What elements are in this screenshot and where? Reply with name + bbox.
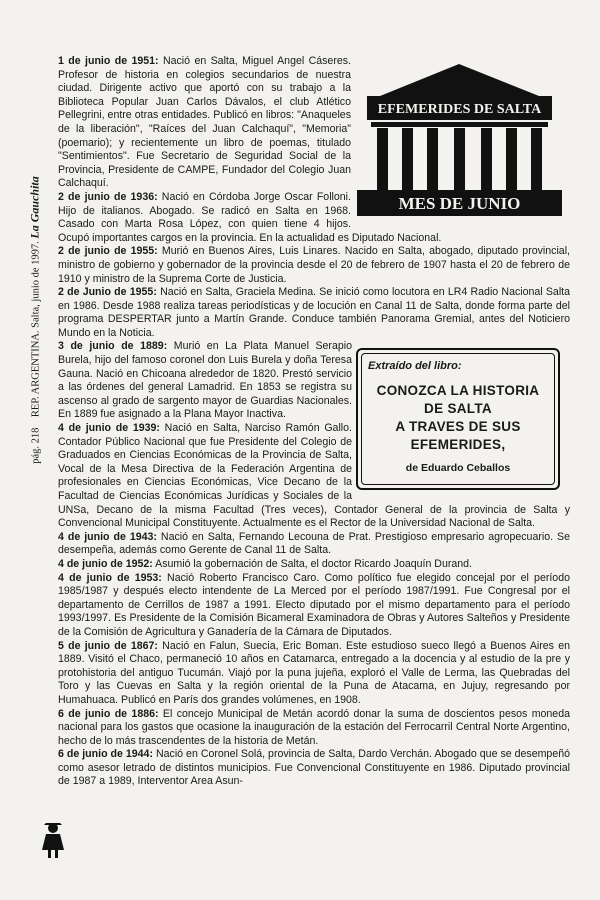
page-number: pág. 218 bbox=[30, 427, 42, 464]
entry-3: 2 de junio de 1955: Murió en Buenos Aires, Luis Linares. Nacido en Salta, abogado, diputado provincial, ministro de gobierno y gobernador de la provincia desde el 20 de febrero de 1907 hasta el 20 de febrero de 1910 y ministro de la Suprema Corte de Justicia. bbox=[58, 245, 570, 285]
gauchita-mascot-icon bbox=[40, 820, 66, 860]
logo-title: EFEMERIDES DE SALTA bbox=[377, 102, 542, 117]
entry-9: 4 de junio de 1953: Nació Roberto Francisco Caro. Como político fue elegido concejal por el período 1985/1987 y después electo intendente de La Merced por el período 1987/1991. Fue Congresal por el departamento de Cerrillos de 1987 a 1991. Electo diputado por el mismo departamento para el período 1993/1997. Es Presidente de la Comisión Bicameral Examinadora de Obras y Autores Salteños y Presidente de la Comisión de Agricultura y Ganadería de la Cámara de Diputados. bbox=[58, 571, 570, 638]
book-intro: Extraído del libro: bbox=[368, 360, 462, 373]
entry-4: 2 de Junio de 1955: Nació en Salta, Graciela Medina. Se inició como locutora en LR4 Radio Nacional Salta en 1986. Desde 1988 realiza tareas periodísticas y de locución en Canal 11 de Salta, donde forma parte del programa DESPERTAR junto a Martín Grande. Conduce también Panorama Gremial, antes del Noticiero Mundo en la Noticia. bbox=[58, 286, 571, 339]
logo-subtitle: MES DE JUNIO bbox=[398, 194, 521, 213]
entry-2: 2 de junio de 1936: Nació en Córdoba Jorge Oscar Folloni. Hijo de italianos. Abogado. Se radicó en Salta en 1968. Casado con Marta Rosa López, con quien tiene 4 hijos. Ocupó importantes cargos en la provincia. En la actualidad es Diputado Nacional. bbox=[58, 190, 442, 244]
entries-column bbox=[58, 55, 570, 855]
book-box bbox=[356, 348, 560, 490]
side-header bbox=[22, 60, 48, 580]
entry-6: 4 de junio de 1939: Nació en Salta, Narciso Ramón Gallo. Contador Público Nacional que fue Presidente del Colegio de Graduados en Ciencias Económicas de la Provincia de Salta, Vocal de la Mesa Directiva de la Federación Argentina de profesionales en Ciencias Económicas, Vice Decano de la Facultad de Ciencias Económicas Jurídicas y Sociales de la UNSa, Decano de la misma Facultad (Tres veces), Contador General de la provincia de Salta y Convencional Municipal Constituyente. Actualmente es el Rector de la Universidad Nacional de Salta. bbox=[58, 422, 570, 530]
efemerides-logo bbox=[357, 58, 562, 219]
book-title: CONOZCA LA HISTORIA DE SALTA A TRAVES DE SUS EFEMERIDES, bbox=[376, 383, 540, 453]
entry-1: 1 de junio de 1951: Nació en Salta, Miguel Angel Cáseres. Profesor de historia en colegios secundarios de nuestra ciudad. Dirigente activo que aportó con su trabajo a la Biblioteca Popular Juan Carlos Dávalos, el club Atlético Pellegrini, entre otras entidades. Publicó en libros: "Anaqueles de la liberación", "Raíces del Juan Calchaquí", "Memoria" (poemario); y recientemente un libro de poemas, titulado "Sentimientos". Fue Secretario de Seguridad Social de la Provincia, Presidente de CAMPE, Fundador del Colegio Juan Calchaquí. bbox=[58, 55, 351, 190]
entry-7: 4 de junio de 1943: Nació en Salta, Fernando Lecouna de Prat. Prestigioso empresario agropecuario. Se desempeña, además como Gerente de Canal 11 de Salta. bbox=[58, 530, 570, 557]
magazine-name: La Gauchita bbox=[27, 176, 42, 239]
entry-11: 6 de junio de 1886: El concejo Municipal de Metán acordó donar la suma de doscientos pesos moneda nacional para los gastos que ocasione la inauguración de la estación del Ferrocarril Central Norte Argentino, hecho de lo más trascendentes de la historia de Metán. bbox=[58, 707, 570, 747]
entry-12: 6 de junio de 1944: Nació en Coronel Solá, provincia de Salta, Dardo Verchán. Abogado que se desempeñó como asesor letrado de distintos municipios. Fue Convencional Constituyente en 1986. Diputado provincial de 1987 a 1989, Interventor Area Asun- bbox=[58, 748, 570, 788]
entry-5: 3 de junio de 1889: Murió en La Plata Manuel Serapio Burela, hijo del famoso coronel don Luis Burela y doña Teresa Gauna. Nació en Chicoana alrededor de 1820. Prestó servicio a las órdenes del general Lamadrid. En 1853 se registra su ascenso al grado de sargento mayor de Guardias Nacionales. En 1889 fue asignado a la Plana Mayor Inactiva. bbox=[58, 340, 352, 421]
book-author: de Eduardo Ceballos bbox=[405, 462, 511, 475]
publication-line: REP. ARGENTINA. Salta, junio de 1997. bbox=[30, 238, 42, 418]
entry-8: 4 de junio de 1952: Asumió la gobernación de Salta, el doctor Ricardo Joaquín Durand. bbox=[58, 557, 472, 570]
entry-10: 5 de junio de 1867: Nació en Falun, Suecia, Eric Boman. Este estudioso sueco llegó a Buenos Aires en 1889. Visitó el Chaco, permaneció 10 años en Catamarca, entregado a la docencia y al estudio de la pre y protohistoria del antiguo Tucumán. Viajó por la puna jujeña, exploró el Valle de Lerma, las Quebradas del Toro y las Cuevas en Salta y la región oriental de la Puna de Atacama, en Jujuy, regresando por Humahuaca. Publicó en París dos grandes volúmenes, en 1908. bbox=[58, 639, 570, 706]
temple-logo-icon bbox=[357, 58, 562, 219]
